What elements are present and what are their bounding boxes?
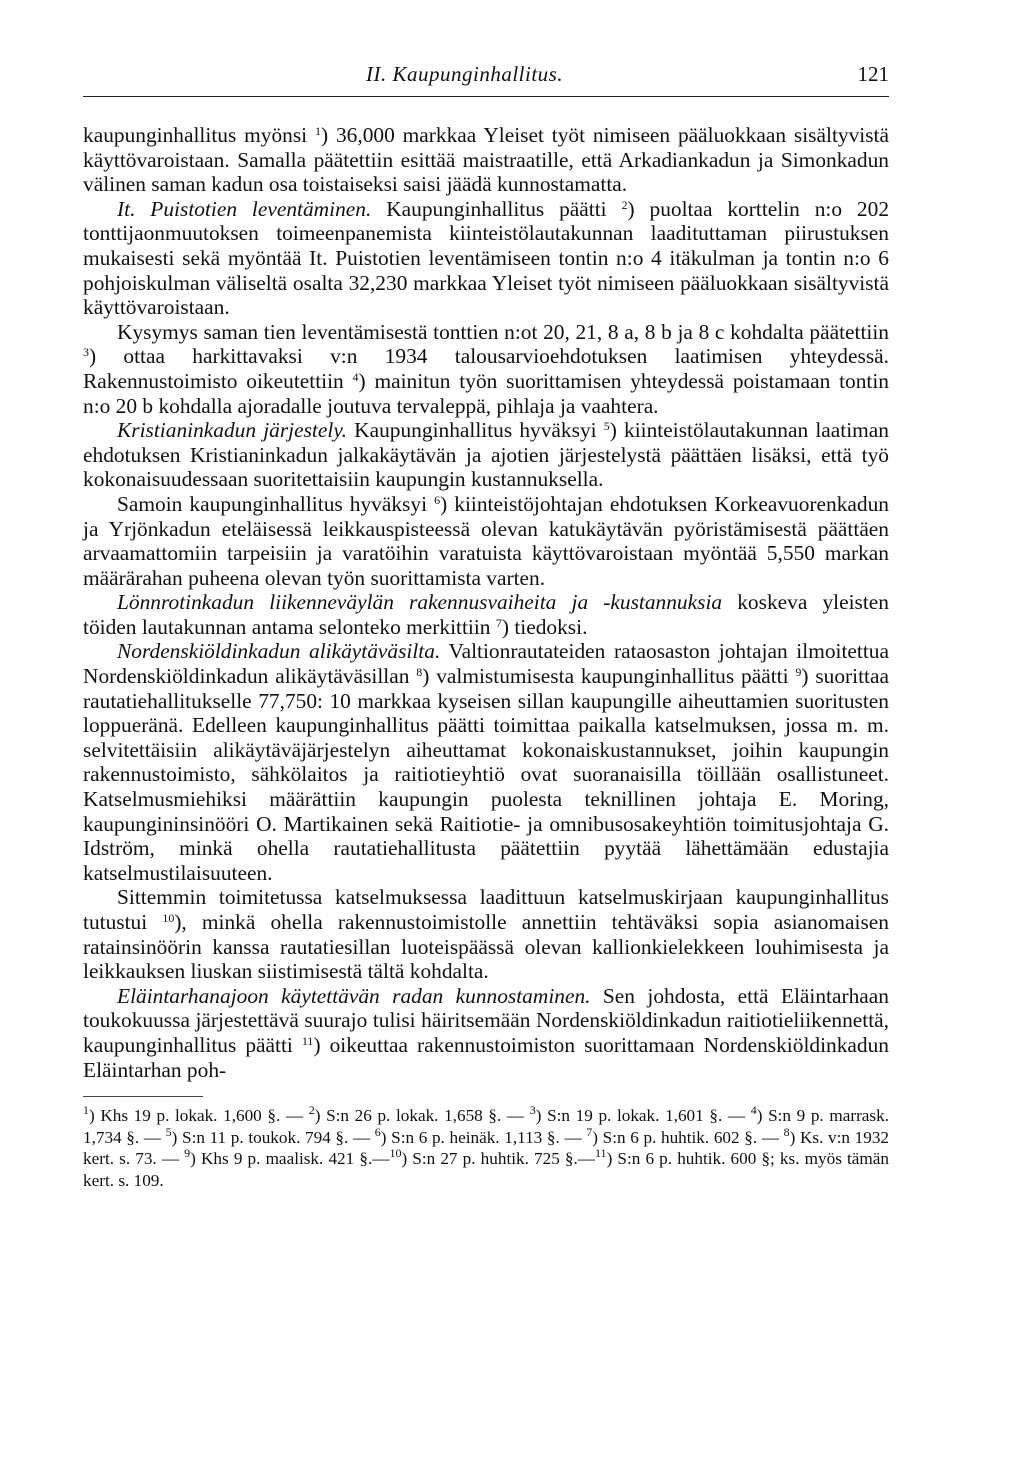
page-number: 121	[857, 62, 889, 86]
text-run: ) S:n 9 p. marrask. 1,734 §. —	[83, 1106, 890, 1147]
body-paragraph	[83, 492, 889, 590]
footnote-marker: 10	[162, 911, 175, 925]
text-run: ) ottaa harkittavaksi v:n 1934 talousarvioehdotuksen laatimisen yhteydessä. Rakennustoimisto oikeutettiin	[83, 344, 889, 393]
text-run: ) S:n 11 p. toukok. 794 §. —	[171, 1127, 375, 1147]
text-run: ) Ks. v:n 1932 kert. s. 73. —	[83, 1127, 890, 1169]
text-run: ) S:n 6 p. huhtik. 600 §; ks. myös tämän kert. s. 109.	[83, 1149, 889, 1190]
body-paragraph	[83, 418, 889, 492]
footnote-marker: 4	[750, 1103, 757, 1118]
text-run: ) oikeuttaa rakennustoimiston suorittamaan Nordenskiöldinkadun Eläintarhan poh-	[83, 1032, 889, 1082]
footnote-marker: 8	[416, 665, 423, 680]
text-run: ), minkä ohella rakennustoimistolle annettiin tehtäväksi sopia asianomaisen ratainsinöörin kanssa rautatiesillan luoteispäässä olevan kallionkielekkeen louhimisesta ja leikkauksen liuskan siistimisestä tältä kohdalta.	[83, 910, 890, 984]
text-run: ) S:n 6 p. heinäk. 1,113 §. —	[380, 1127, 587, 1147]
footnote-marker: 1	[83, 1103, 89, 1118]
footnote-marker: 6	[374, 1124, 381, 1139]
text-run: Sen johdosta, että Eläintarhaan toukokuussa järjestettävä suurajo tulisi häiritsemään Nordenskiöldinkadun raitiotieliikennettä, kaupunginhallitus päätti	[83, 983, 889, 1057]
text-run: ) valmistumisesta kaupunginhallitus päätti	[422, 664, 796, 689]
text-run: ) kiinteistöjohtajan ehdotuksen Korkeavuorenkadun ja Yrjönkadun eteläisessä leikkauspisteessä olevan katukäytävän pyöristämisestä päättäen arvaamattomiin tarpeisiin ja varatöihin varatuista käyttövaroistaan myöntää 5,550 markan määrärahan puheena olevan työn suorittamista varten.	[83, 491, 889, 590]
italic-heading: Kristianinkadun järjestely.	[117, 418, 347, 443]
footnotes	[83, 1105, 889, 1191]
text-run: ) S:n 6 p. huhtik. 602 §. —	[592, 1127, 784, 1147]
text-run: ) suorittaa rautatiehallitukselle 77,750: 10 markkaa kyseisen sillan kaupungille aiheuttamien suoritusten loppueränä. Edelleen kaupunginhallitus päätti toimittaa paikalla katselmuksen, jossa m. m. selvitettäisiin alikäytäväjärjestelyn aiheuttamat kokonaiskustannukset, joihin kaupungin rakennustoimisto, sähkölaitos ja raitiotieyhtiö ovat suoranaisilla töillään osallistuneet. Katselmusmiehiksi määrättiin kaupungin puolesta teknillinen johtaja E. Moring, kaupungininsinööri O. Martikainen sekä Raitiotie- ja omnibusosakeyhtiön toimitusjohtaja G. Idström, minkä ohella rautatiehallitusta päätettiin pyytää lähettämään edustajia katselmustilaisuuteen.	[83, 664, 889, 885]
body-paragraph	[83, 197, 889, 320]
body-paragraph	[83, 639, 889, 885]
text-run: ) mainitun työn suorittamisen yhteydessä poistamaan tontin n:o 20 b kohdalla ajoradalle joutuva tervaleppä, pihlaja ja vaahtera.	[83, 368, 889, 418]
italic-heading: It. Puistotien leventäminen.	[117, 196, 372, 221]
italic-heading: Nordenskiöldinkadun alikäytäväsilta.	[117, 639, 441, 664]
footnote-marker: 6	[434, 492, 441, 507]
footnote-divider	[83, 1096, 203, 1097]
footnote-marker: 11	[301, 1033, 314, 1048]
text-run: ) tiedoksi.	[501, 614, 588, 639]
running-header	[83, 60, 889, 97]
footnote-paragraph	[83, 1105, 889, 1191]
italic-heading: Eläintarhanajoon käytettävän radan kunnostaminen.	[117, 983, 591, 1008]
footnote-marker: 8	[783, 1124, 790, 1139]
text-run: ) puoltaa korttelin n:o 202 tonttijaonmuutoksen toimeenpanemista kiinteistölautakunnan laadituttaman piirustuksen mukaisesti sekä myöntää It. Puistotien leventämiseen tontin n:o 4 itäkulman ja tontin n:o 6 pohjoiskulman väliseltä osalta 32,230 markkaa Yleiset työt nimiseen pääluokkaan sisältyvistä käyttövaroistaan.	[83, 196, 890, 320]
text-run: koskeva yleisten töiden lautakunnan antama selonteko merkittiin	[83, 590, 889, 639]
text-run: ) S:n 26 p. lokak. 1,658 §. —	[314, 1106, 530, 1126]
footnote-marker: 2	[308, 1103, 315, 1118]
footnote-marker: 11	[595, 1146, 607, 1161]
text-run: Valtionrautateiden rataosaston johtajan ilmoitettua Nordenskiöldinkadun alikäytäväsillan	[83, 639, 889, 689]
chapter-title: II. Kaupunginhallitus.	[366, 62, 564, 86]
footnote-marker: 9	[184, 1146, 191, 1161]
footnote-marker: 1	[314, 124, 321, 138]
footnote-marker: 5	[165, 1124, 172, 1139]
text-run: Kysymys saman tien leventämisestä tonttien n:ot 20, 21, 8 a, 8 b ja 8 c kohdalta päätettiin	[117, 319, 889, 344]
body-paragraph	[83, 984, 889, 1082]
text-run: ) S:n 27 p. huhtik. 725 §.—	[401, 1149, 595, 1169]
footnote-marker: 5	[603, 419, 610, 434]
document-page	[83, 60, 889, 1191]
text-run: kaupunginhallitus myönsi	[83, 123, 315, 147]
text-run: ) S:n 19 p. lokak. 1,601 §. —	[535, 1106, 751, 1126]
body-text	[83, 123, 889, 1082]
body-paragraph	[83, 885, 889, 983]
text-run: Sittemmin toimitetussa katselmuksessa laadittuun katselmuskirjaan kaupunginhallitus tutustui	[83, 885, 889, 934]
footnote-marker: 2	[621, 197, 628, 212]
text-run: ) kiinteistölautakunnan laatiman ehdotuksen Kristianinkadun jalkakäytävän ja ajotien järjestelystä päättäen lisäksi, että työ kokonaisuudessaan suoritettaisiin kaupungin kustannuksella.	[83, 418, 889, 492]
italic-heading: Lönnrotinkadun liikenneväylän rakennusvaiheita ja -kustannuksia	[117, 590, 723, 615]
body-paragraph	[83, 320, 889, 418]
footnote-marker: 9	[795, 665, 802, 680]
body-paragraph	[83, 123, 889, 197]
text-run: ) 36,000 markkaa Yleiset työt nimiseen pääluokkaan sisältyvistä käyttövaroistaan. Samalla päätettiin esittää maistraatille, että Arkadiankadun ja Simonkadun välinen saman kadun osa toistaiseksi saisi jäädä kunnostamatta.	[83, 123, 889, 197]
footnote-marker: 4	[352, 369, 359, 384]
text-run: Kaupunginhallitus päätti	[371, 196, 622, 221]
footnote-marker: 3	[83, 345, 89, 360]
body-paragraph	[83, 590, 889, 639]
footnote-marker: 10	[389, 1146, 402, 1161]
footnote-marker: 3	[529, 1103, 536, 1118]
text-run: Samoin kaupunginhallitus hyväksyi	[117, 491, 435, 516]
text-run: ) Khs 9 p. maalisk. 421 §.—	[190, 1149, 390, 1169]
text-run: Kaupunginhallitus hyväksyi	[346, 418, 604, 443]
text-run: ) Khs 19 p. lokak. 1,600 §. —	[89, 1106, 309, 1126]
footnote-marker: 7	[586, 1124, 593, 1139]
footnote-marker: 7	[495, 615, 502, 630]
